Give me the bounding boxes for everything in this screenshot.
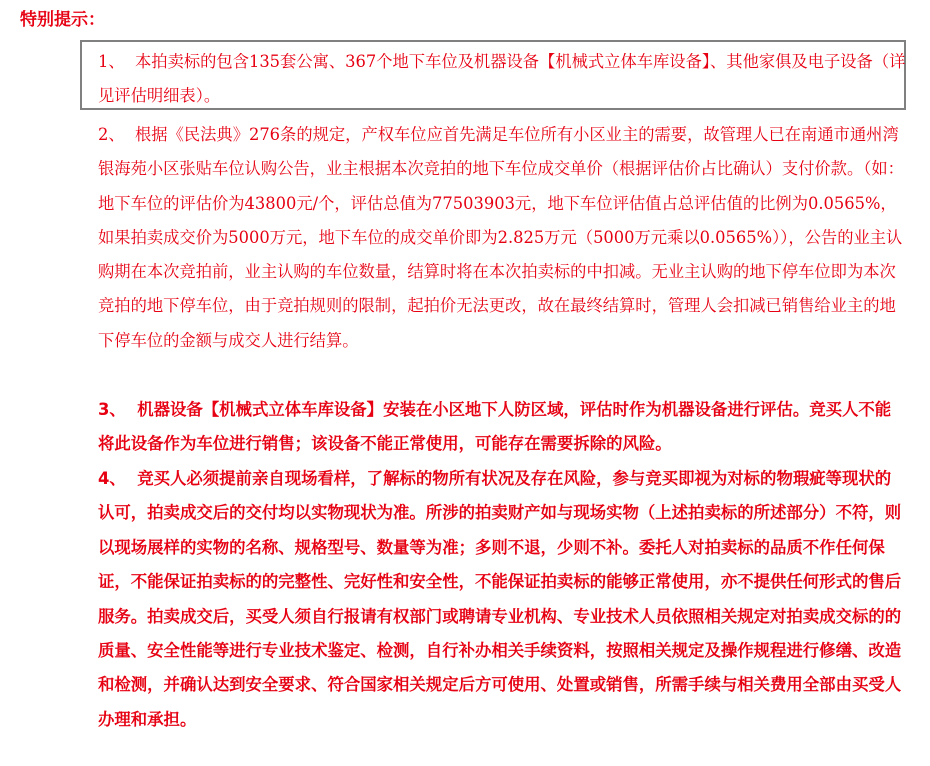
item-text: 机器设备【机械式立体车库设备】安装在小区地下人防区域，评估时作为机器设备进行评估。竞买人不能将此设备作为车位进行销售；该设备不能正常使用，可能存在需要拆除的风险。 [98, 400, 892, 454]
notice-item-2 [98, 118, 906, 358]
notice-item-1 [98, 45, 906, 114]
item-text: 根据《民法典》276条的规定，产权车位应首先满足车位所有小区业主的需要，故管理人已在南通市通州湾银海苑小区张贴车位认购公告，业主根据本次竞拍的地下车位成交单价（根据评估价占比确认）支付价款。（如：地下车位的评估价为43800元/个，评估总值为77503903元，地下车位评估值占总评估值的比例为0.0565%，如果拍卖成交价为5000万元，地下车位的成交单价即为2.825万元（5000万元乘以0.0565%）），公告的业主认购期在本次竞拍前，业主认购的车位数量，结算时将在本次拍卖标的中扣减。无业主认购的地下停车位即为本次竞拍的地下停车位，由于竞拍规则的限制，起拍价无法更改，故在最终结算时，管理人会扣减已销售给业主的地下停车位的金额与成交人进行结算。 [98, 125, 904, 350]
item-number: 4、 [98, 469, 126, 488]
notice-item-3 [98, 393, 906, 462]
item-number: 1、 [98, 52, 125, 71]
notice-heading: 特别提示： [20, 10, 105, 30]
item-number: 2、 [98, 125, 125, 144]
notice-item-4 [98, 462, 906, 737]
item-text: 竞买人必须提前亲自现场看样，了解标的物所有状况及存在风险，参与竞买即视为对标的物瑕疵等现状的认可，拍卖成交后的交付均以实物现状为准。所涉的拍卖财产如与现场实物（上述拍卖标的所述部分）不符，则以现场展样的实物的名称、规格型号、数量等为准；多则不退，少则不补。委托人对拍卖标的品质不作任何保证，不能保证拍卖标的的完整性、完好性和安全性，不能保证拍卖标的能够正常使用，亦不提供任何形式的售后服务。拍卖成交后，买受人须自行报请有权部门或聘请专业机构、专业技术人员依照相关规定对拍卖成交标的的质量、安全性能等进行专业技术鉴定、检测，自行补办相关手续资料，按照相关规定及操作规程进行修缮、改造和检测，并确认达到安全要求、符合国家相关规定后方可使用、处置或销售，所需手续与相关费用全部由买受人办理和承担。 [98, 469, 902, 729]
item-text: 本拍卖标的包含135套公寓、367个地下车位及机器设备【机械式立体车库设备】、其他家俱及电子设备（详见评估明细表）。 [98, 52, 906, 106]
item-number: 3、 [98, 400, 126, 419]
